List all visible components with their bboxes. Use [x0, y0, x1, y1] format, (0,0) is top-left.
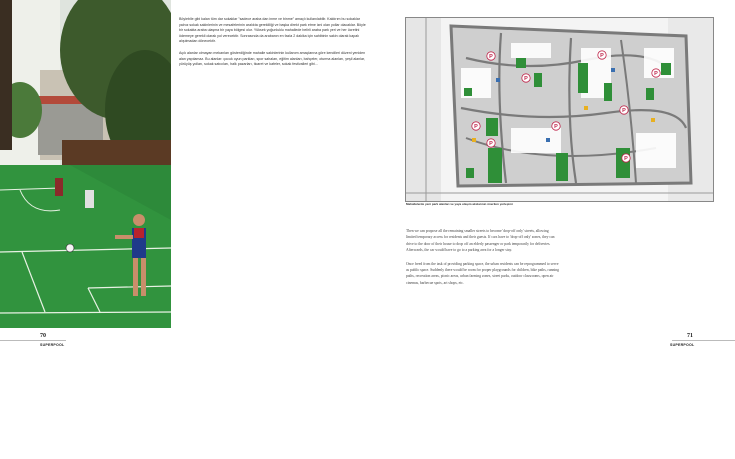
left-page-rule — [0, 340, 66, 341]
parking-marker-label: P — [474, 124, 478, 131]
plan-caption: Mahallelerde yeni park alanları ve yaya ulaşım akslarının önerilen yerleşimi — [406, 202, 513, 206]
neighborhood-site-plan — [405, 17, 714, 202]
left-page-number: 70 — [40, 333, 46, 339]
english-text-column — [406, 228, 559, 293]
parking-marker-label: P — [554, 124, 558, 131]
turkish-paragraph-1: Böyleblle gibi kalan tüm dar sokaklar "sadece araba dan inme ve binme" amaçlı kullanılabilir. Kaldırım bu sokaklar yalnız sokak sakinlerinin ve mesafelerinin aralıkta gerekliliği ve başka direkt park etme izni olan yollar olacaklar. Böyle bir sokakta araba ulaşma bir yaya bölgesi olur. Yüksek yoğunluklu mahallede belirli araba park yeri ve her ücretini ödemeye gerekli olarak yol verecektir. Sonrasında da arabanın en fazla 2 dakika için sahibinin sakin olarak kapalı alışılmadan dönecektir. — [179, 17, 366, 44]
parking-marker-label: P — [654, 71, 658, 78]
parking-marker-label: P — [600, 53, 604, 60]
right-page-label: SUPERPOOL — [670, 343, 695, 347]
parking-marker-label: P — [489, 141, 493, 148]
children-playing-football-photo — [0, 0, 171, 328]
parking-marker-label: P — [624, 156, 628, 163]
left-page-label: SUPERPOOL — [40, 343, 65, 347]
parking-marker-label: P — [524, 76, 528, 83]
right-page-number: 71 — [687, 333, 693, 339]
right-page-rule — [672, 340, 735, 341]
parking-marker-label: P — [489, 54, 493, 61]
turkish-text-column — [179, 17, 369, 74]
turkish-paragraph-2: Açık alanlar olmayan mekanları gösterdiğinde mahalle sakinlerinin kullanım amaçlarına göre kendileri düzeni yeniden alan yapılamaz. Bu alanlar: çocuk oyun parkları, spor sahaları, eğitim alanları, bahçeler, oturma alanları, yeşil alanlar, yürüyüş yolları, sokak satıcıları, halk pazarları, ticaret ve kafeler, sokak festivalleri gibi... — [179, 50, 366, 67]
english-paragraph-1: Then we can propose all the remaining smaller streets to become 'drop-off only' streets, allowing limited temporary access for residents and their guests. If cars have to 'drop-off only' zones, they can drive to the door of their house to drop off an elderly passenger or park temporarily for deliveries. Afterwards, the car would have to go to a parking area for a longer stay. — [406, 229, 555, 253]
parking-marker-label: P — [622, 108, 626, 115]
english-paragraph-2: Once freed from the task of providing parking space, the urban residents can be reprogrammed to serve as public space. Suddenly there would be room for proper playgrounds for children, bike paths, running paths, recreation areas, picnic areas, urban farming zones, street parks, outdoor classrooms, open air cinemas, barbecue spots, art shops, etc. — [406, 261, 559, 285]
